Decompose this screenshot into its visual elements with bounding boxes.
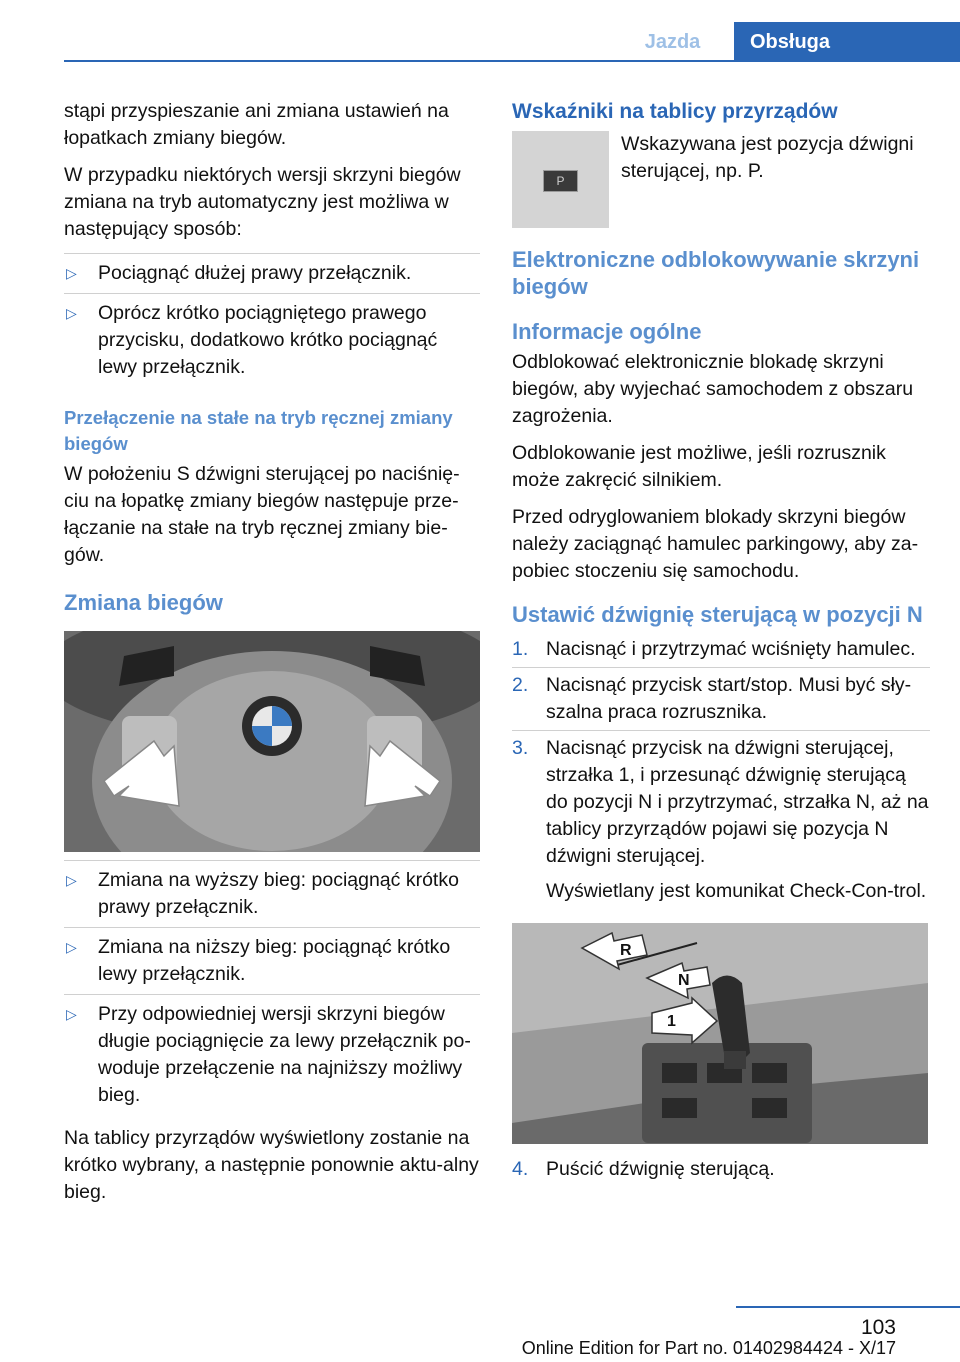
right-column bbox=[512, 98, 930, 1187]
steps-list bbox=[512, 632, 930, 909]
steps-list-cont bbox=[512, 1152, 930, 1187]
tab-obsluga[interactable]: Obsługa bbox=[734, 22, 960, 62]
paragraph: Przed odryglowaniem blokady skrzyni biegów należy zaciągnąć hamulec parkingowy, aby za‐pobiec stoczeniu się samochodu. bbox=[512, 506, 919, 582]
indicator-text: Wskazywana jest pozycja dźwigni sterującej, np. P. bbox=[621, 133, 914, 182]
paragraph: Odblokować elektronicznie blokadę skrzyni biegów, aby wyjechać samochodem z obszaru zagrożenia. bbox=[512, 351, 914, 427]
indicator-row bbox=[512, 131, 930, 228]
paragraph: W położeniu S dźwigni sterującej po naciśnię‐ciu na łopatkę zmiany biegów następuje prze‐łączanie na stałe na tryb ręcznej zmiany bie‐gów. bbox=[64, 463, 460, 566]
footer-rule bbox=[736, 1306, 960, 1308]
arrow-label-n: N bbox=[678, 972, 690, 989]
triangle-bullet-icon: ▷ bbox=[66, 939, 77, 955]
bullet-list bbox=[64, 860, 480, 1115]
heading-wskazniki: Wskaźniki na tablicy przyrządów bbox=[512, 100, 838, 123]
arrow-label-1: 1 bbox=[667, 1013, 676, 1030]
triangle-bullet-icon: ▷ bbox=[66, 305, 77, 321]
paragraph: W przypadku niektórych wersji skrzyni biegów zmiana na tryb automatyczny jest możliwa w następujący sposób: bbox=[64, 164, 461, 240]
page-number: 103 bbox=[860, 1316, 896, 1339]
edition-label: Online Edition for Part no. 01402984424 - X/17 bbox=[521, 1338, 896, 1358]
list-item: ▷ Zmiana na niższy bieg: pociągnąć krótko lewy przełącznik. bbox=[64, 927, 480, 994]
step-note: Wyświetlany jest komunikat Check-Con‐trol. bbox=[546, 880, 927, 902]
steering-wheel-image bbox=[64, 631, 480, 852]
paragraph: Na tablicy przyrządów wyświetlony zostanie na krótko wybrany, a następnie ponownie aktu‐alny bieg. bbox=[64, 1127, 479, 1203]
list-item: 3. Nacisnąć przycisk na dźwigni sterującej, strzałka 1, i przesunąć dźwignię sterującą do pozycji N i przytrzymać, strzałka N, aż na tablicy przyrządów pojawi się pozycja N dźwigni sterującej. Wyświetlany jest komunikat Check-Con‐trol. bbox=[512, 730, 930, 909]
list-item: 4. Puścić dźwignię sterującą. bbox=[512, 1158, 775, 1180]
indicator-display-image bbox=[512, 131, 609, 228]
tab-jazda[interactable]: Jazda bbox=[644, 31, 701, 53]
list-item: ▷ Pociągnąć dłużej prawy przełącznik. bbox=[64, 253, 480, 293]
list-item: 2. Nacisnąć przycisk start/stop. Musi być sły‐szalna praca rozrusznika. bbox=[512, 667, 930, 730]
arrow-label-r: R bbox=[620, 942, 632, 959]
heading-ustawic: Ustawić dźwignię sterującą w pozycji N bbox=[512, 602, 923, 627]
heading-elektroniczne: Elektroniczne odblokowywanie skrzyni biegów bbox=[512, 247, 920, 299]
heading-informacje: Informacje ogólne bbox=[512, 319, 702, 344]
paragraph: Odblokowanie jest możliwe, jeśli rozrusznik może zakręcić silnikiem. bbox=[512, 442, 886, 491]
left-column bbox=[64, 98, 480, 1216]
triangle-bullet-icon: ▷ bbox=[66, 872, 77, 888]
list-item: ▷ Oprócz krótko pociągniętego prawego przycisku, dodatkowo krótko pociągnąć lewy przełącznik. bbox=[64, 293, 480, 387]
paragraph: stąpi przyspieszanie ani zmiana ustawień na łopatkach zmiany biegów. bbox=[64, 100, 449, 149]
gear-selector-image bbox=[512, 923, 928, 1144]
triangle-bullet-icon: ▷ bbox=[66, 265, 77, 281]
bullet-list bbox=[64, 253, 480, 387]
subheading-manual: Przełączenie na stałe na tryb ręcznej zmiany biegów bbox=[64, 407, 453, 454]
triangle-bullet-icon: ▷ bbox=[66, 1006, 77, 1022]
section-heading-zmiana: Zmiana biegów bbox=[64, 590, 223, 615]
list-item: ▷ Przy odpowiedniej wersji skrzyni biegów długie pociągnięcie za lewy przełącznik po‐woduje przełączenie na najniższy możliwy bieg. bbox=[64, 994, 480, 1115]
gear-indicator-icon: P bbox=[543, 170, 578, 192]
list-item: ▷ Zmiana na wyższy bieg: pociągnąć krótko prawy przełącznik. bbox=[64, 860, 480, 927]
list-item: 1. Nacisnąć i przytrzymać wciśnięty hamulec. bbox=[512, 638, 916, 660]
